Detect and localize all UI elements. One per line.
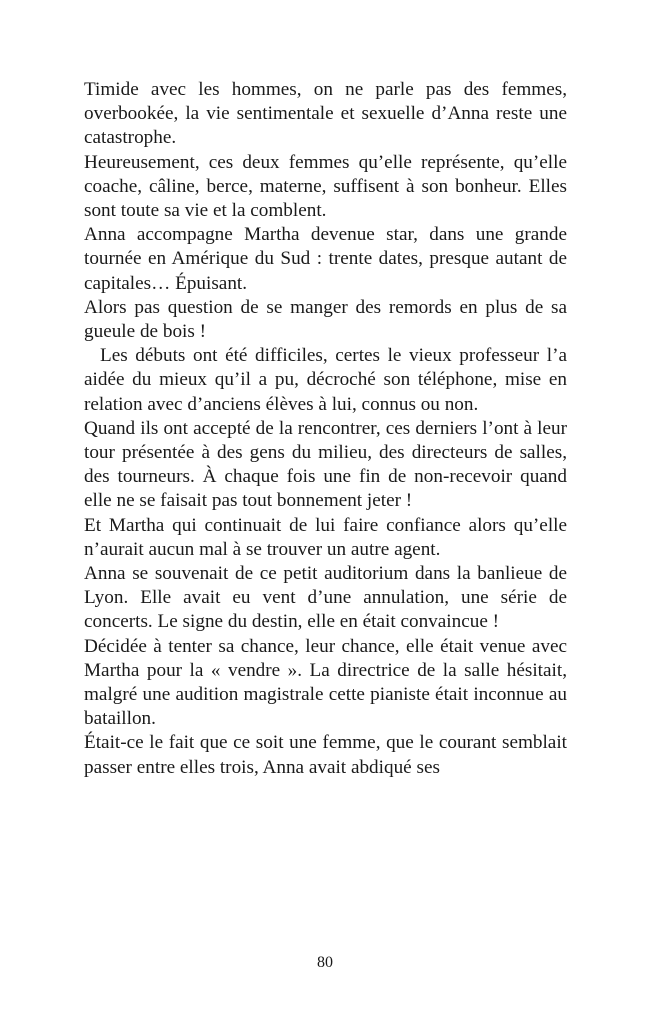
- paragraph: Timide avec les hommes, on ne parle pas des femmes, overbookée, la vie sentimentale et sexuelle d’Anna reste une catastrophe.: [84, 79, 567, 149]
- paragraph: Quand ils ont accepté de la rencontrer, ces derniers l’ont à leur tour présentée à des gens du milieu, des directeurs de salles, des tourneurs. À chaque fois une fin de non-recevoir quand elle ne se faisait pas tout bonnement jeter !: [84, 417, 567, 512]
- paragraph: Décidée à tenter sa chance, leur chance, elle était venue avec Martha pour la « vendre ». La directrice de la salle hésitait, malgré une audition magistrale cette pianiste était inconnue au bataillon.: [84, 635, 567, 730]
- page-number: 80: [317, 954, 333, 971]
- paragraph: Heureusement, ces deux femmes qu’elle représente, qu’elle coache, câline, berce, materne, suffisent à son bonheur. Elles sont toute sa vie et la comblent.: [84, 151, 567, 222]
- paragraph: Alors pas question de se manger des remords en plus de sa gueule de bois !: [84, 296, 567, 343]
- paragraph: Anna accompagne Martha devenue star, dans une grande tournée en Amérique du Sud : trente dates, presque autant de capitales… Épuisant.: [84, 224, 567, 294]
- paragraph: Et Martha qui continuait de lui faire confiance alors qu’elle n’aurait aucun mal à se trouver un autre agent.: [84, 514, 567, 560]
- paragraph: Était-ce le fait que ce soit une femme, que le courant semblait passer entre elles trois, Anna avait abdiqué ses: [84, 732, 567, 778]
- paragraph: Anna se souvenait de ce petit auditorium dans la banlieue de Lyon. Elle avait eu vent d’une annulation, une série de concerts. Le signe du destin, elle en était convaincue !: [84, 563, 567, 633]
- body-text: [84, 78, 567, 780]
- paragraph-indented: Les débuts ont été difficiles, certes le vieux professeur l’a aidée du mieux qu’il a pu, décroché son téléphone, mise en relation avec d’anciens élèves à lui, connus ou non.: [84, 345, 567, 415]
